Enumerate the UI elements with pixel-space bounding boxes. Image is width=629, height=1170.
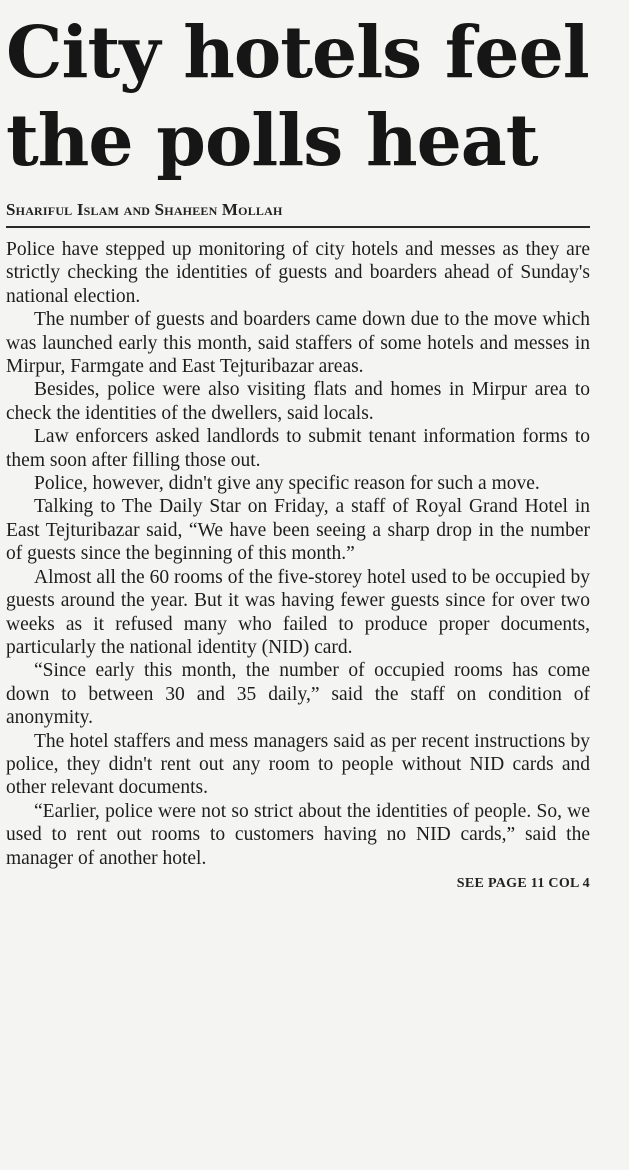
- paragraph: The hotel staffers and mess managers said as per recent instructions by police, they didn't rent out any room to people without NID cards and other relevant documents.: [6, 730, 590, 799]
- paragraph: Talking to The Daily Star on Friday, a staff of Royal Grand Hotel in East Tejturibazar said, “We have been seeing a sharp drop in the number of guests since the beginning of this month.”: [6, 496, 590, 565]
- paragraph: “Since early this month, the number of occupied rooms has come down to between 30 and 35 daily,” said the staff on condition of anonymity.: [6, 660, 590, 729]
- byline: Shariful Islam and Shaheen Mollah: [6, 200, 590, 228]
- article-body: [6, 238, 590, 870]
- news-article: [6, 8, 590, 892]
- paragraph: Besides, police were also visiting flats and homes in Mirpur area to check the identities of the dwellers, said locals.: [6, 379, 590, 424]
- paragraph: The number of guests and boarders came down due to the move which was launched early this month, said staffers of some hotels and messes in Mirpur, Farmgate and East Tejturibazar areas.: [6, 309, 590, 378]
- headline-line-2: the polls heat: [6, 98, 538, 182]
- paragraph: Police have stepped up monitoring of city hotels and messes as they are strictly checking the identities of guests and boarders ahead of Sunday's national election.: [6, 239, 590, 307]
- paragraph: “Earlier, police were not so strict about the identities of people. So, we used to rent out rooms to customers having no NID cards,” said the manager of another hotel.: [6, 800, 590, 869]
- paragraph: Law enforcers asked landlords to submit tenant information forms to them soon after filling those out.: [6, 426, 590, 471]
- headline: [6, 8, 590, 184]
- paragraph: Police, however, didn't give any specific reason for such a move.: [34, 473, 540, 495]
- headline-line-1: City hotels feel: [6, 10, 589, 94]
- paragraph: Almost all the 60 rooms of the five-storey hotel used to be occupied by guests around the year. But it was having fewer guests since for over two weeks as it refused many who failed to produce proper documents, particularly the national identity (NID) card.: [6, 566, 590, 658]
- continuation-note: SEE PAGE 11 COL 4: [456, 875, 590, 891]
